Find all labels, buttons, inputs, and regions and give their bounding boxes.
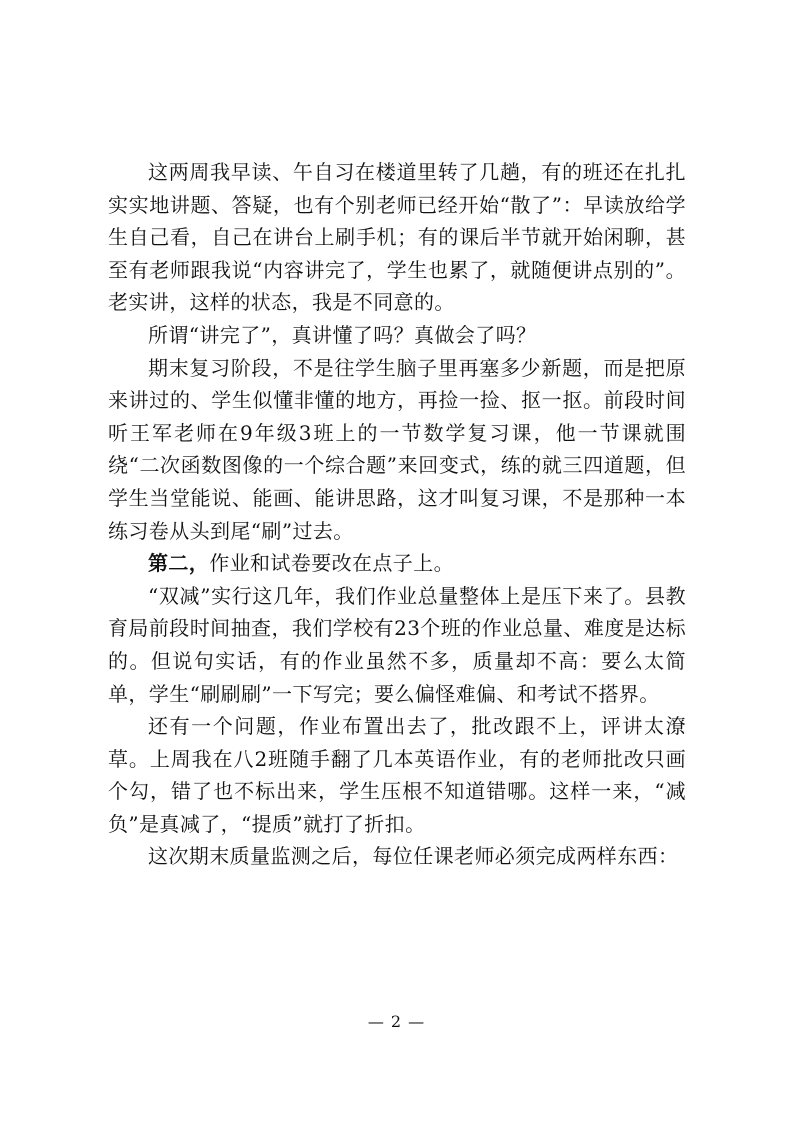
paragraph-requirements: 这次期末质量监测之后，每位任课老师必须完成两样东西： (148, 844, 679, 869)
paragraph-grading-issue: 还有一个问题，作业布置出去了，批改跟不上，评讲太潦草。上周我在八2班随手翻了几本英语作业，有的老师批改只画个勾，错了也不标出来，学生压根不知道错哪。这样一来，“减负”是真减了，“提质”就打了折扣。 (108, 714, 686, 836)
paragraph-double-reduction: “双减”实行这几年，我们作业总量整体上是压下来了。县教育局前段时间抽查，我们学校有23个班的作业总量、难度是达标的。但说句实话，有的作业虽然不多，质量却不高：要么太简单，学生“刷刷刷”一下写完；要么偏怪难偏、和考试不搭界。 (108, 583, 686, 706)
section-heading-text: 作业和试卷要改在点子上。 (209, 551, 455, 576)
section-heading: 第二， (148, 551, 210, 576)
paragraph-section-two (108, 547, 686, 580)
paragraph-review: 期末复习阶段，不是往学生脑子里再塞多少新题，而是把原来讲过的、学生似懂非懂的地方，再捡一捡、抠一抠。前段时间听王军老师在9年级3班上的一节数学复习课，他一节课就围绕“二次函数图像的一个综合题”来回变式，练的就三四道题，但学生当堂能说、能画、能讲思路，这才叫复习课，不是那种一本练习卷从头到尾“刷”过去。 (108, 355, 686, 543)
paragraph-inspection: 这两周我早读、午自习在楼道里转了几趟，有的班还在扎扎实实地讲题、答疑，也有个别老师已经开始“散了”：早读放给学生自己看，自己在讲台上刷手机；有的课后半节就开始闲聊，甚至有老师跟我说“内容讲完了，学生也累了，就随便讲点别的”。老实讲，这样的状态，我是不同意的。 (108, 160, 686, 315)
document-body (108, 156, 686, 873)
paragraph-question: 所谓“讲完了”，真讲懂了吗？真做会了吗？ (148, 322, 537, 347)
page-number: — 2 — (367, 1012, 426, 1031)
